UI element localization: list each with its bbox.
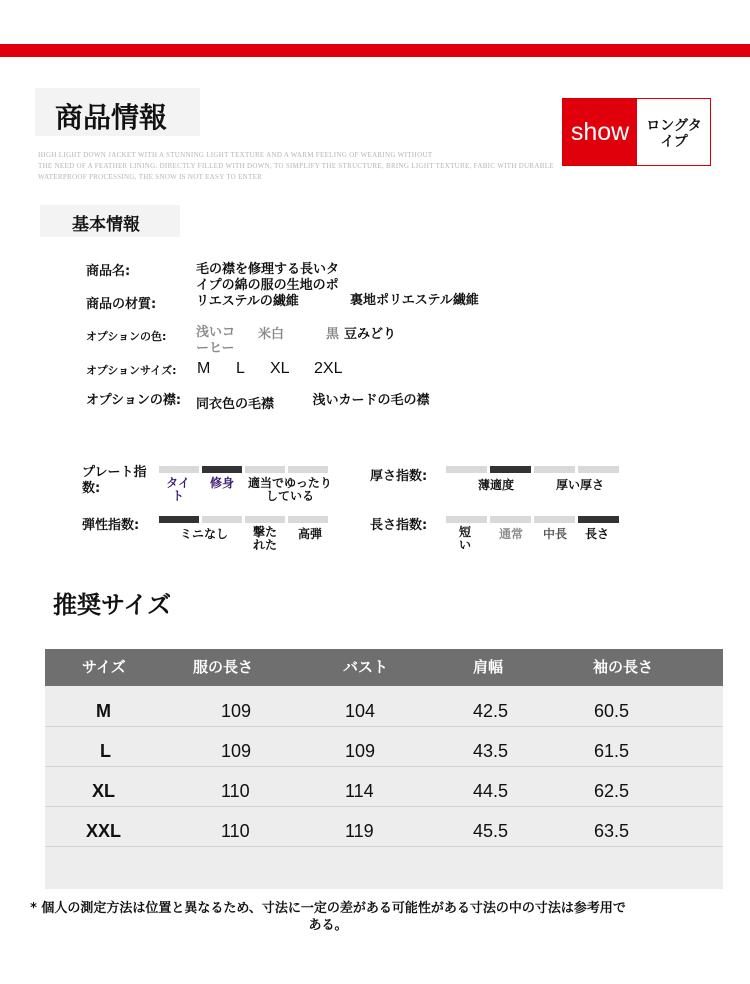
- table-cell: 109: [221, 701, 252, 721]
- size-option-label: オプションサイズ:: [86, 364, 177, 377]
- color-option: 豆みどり: [344, 327, 397, 342]
- collar-option: 同衣色の毛襟: [196, 397, 275, 412]
- table-cell: 104: [345, 701, 376, 721]
- english-description-line: THE NEED OF A FEATHER LINING. DIRECTLY FILLED WITH DOWN, TO SIMPLIFY THE STRUCTURE, BRING LIGHT TEXTURE, FABIC WITH DURABLE: [38, 162, 554, 170]
- size-option: M: [197, 360, 211, 377]
- table-header-cell: バスト: [343, 658, 389, 676]
- section-title: 商品情報: [55, 101, 168, 134]
- table-cell-size: M: [96, 701, 111, 721]
- thickness-index-segment-active: [490, 466, 531, 473]
- table-header-cell: 袖の長さ: [593, 658, 654, 676]
- table-cell: 61.5: [594, 741, 630, 761]
- table-header-cell: 肩幅: [473, 658, 504, 676]
- length-option: 短い: [458, 525, 471, 552]
- material-value: 裏地ポリエステル繊維: [350, 293, 479, 308]
- table-cell-size: XXL: [86, 821, 122, 841]
- table-cell: 119: [345, 821, 374, 841]
- table-row-divider: [45, 726, 723, 727]
- thickness-index-segment: [534, 466, 575, 473]
- fit-option: タイト: [166, 476, 190, 503]
- table-cell: 44.5: [473, 781, 509, 801]
- elasticity-index-segment: [202, 516, 242, 523]
- table-cell-size: XL: [92, 781, 116, 801]
- material-label: 商品の材質:: [86, 297, 157, 312]
- product-name-label: 商品名:: [86, 264, 131, 279]
- table-cell: 114: [345, 781, 374, 801]
- show-label: show: [563, 99, 637, 165]
- table-cell: 43.5: [473, 741, 509, 761]
- table-cell: 60.5: [594, 701, 630, 721]
- color-option: 米白: [258, 327, 285, 342]
- elasticity-index-segment: [245, 516, 285, 523]
- product-name-value: 毛の襟を修理する長いタイプの綿の服の生地のポリエステルの繊維: [196, 262, 340, 309]
- fit-index-label: プレート指数:: [82, 465, 147, 496]
- recommended-size-title: 推奨サイズ: [53, 591, 172, 619]
- length-option-active: 長さ: [584, 527, 609, 541]
- fit-index-segment: [288, 466, 328, 473]
- thickness-option: 薄適度: [477, 478, 514, 492]
- elasticity-option: ミニなし: [179, 527, 228, 541]
- table-row-divider: [45, 806, 723, 807]
- english-description-line: HIGH LIGHT DOWN JACKET WITH A STUNNING LIGHT TEXTURE AND A WARM FEELING OF WEARING WITHOUT: [38, 151, 433, 159]
- thickness-index-segment: [578, 466, 619, 473]
- basic-info-title: 基本情報: [72, 215, 140, 235]
- table-header-cell: 服の長さ: [193, 658, 254, 676]
- elasticity-index-segment-active: [159, 516, 199, 523]
- size-option: 2XL: [314, 360, 343, 377]
- color-option: 浅いコーヒー: [196, 325, 236, 356]
- table-cell: 62.5: [594, 781, 630, 801]
- length-option: 中長: [542, 527, 567, 541]
- thickness-option: 厚い厚さ: [555, 478, 604, 492]
- elasticity-index-segment: [288, 516, 328, 523]
- fit-option: 適当でゆったりしている: [248, 476, 332, 503]
- fit-index-segment: [159, 466, 199, 473]
- collar-option-label: オプションの襟:: [86, 393, 182, 408]
- measurement-note: * 個人の測定方法は位置と異なるため、寸法に一定の差がある可能性がある寸法の中の寸法は参考用である。: [30, 901, 626, 933]
- size-option: XL: [270, 360, 290, 377]
- product-type-label: ロングタイプ: [646, 118, 702, 150]
- fit-index-segment-active: [202, 466, 242, 473]
- fit-option-active: 修身: [209, 476, 234, 490]
- table-row-divider: [45, 846, 723, 847]
- length-index-segment: [446, 516, 487, 523]
- table-cell: 109: [221, 741, 252, 761]
- color-option-label: オプションの色:: [86, 330, 167, 343]
- length-index-segment: [534, 516, 575, 523]
- english-description-line: WATERPROOF PROCESSING, THE SNOW IS NOT EASY TO ENTER: [38, 173, 263, 181]
- table-cell: 63.5: [594, 821, 630, 841]
- top-accent-bar: [0, 44, 750, 57]
- thickness-index-segment: [446, 466, 487, 473]
- table-cell-size: L: [100, 741, 111, 761]
- length-index-segment: [490, 516, 531, 523]
- thickness-index-label: 厚さ指数:: [370, 469, 428, 484]
- length-option: 通常: [498, 527, 523, 541]
- table-cell: 110: [221, 781, 250, 801]
- length-index-label: 長さ指数:: [370, 518, 428, 533]
- elasticity-option: 高弾: [297, 527, 322, 541]
- collar-option: 浅いカードの毛の襟: [312, 393, 430, 408]
- table-cell: 42.5: [473, 701, 509, 721]
- table-cell: 110: [221, 821, 250, 841]
- length-index-segment-active: [578, 516, 619, 523]
- elasticity-option: 撃たれた: [252, 525, 277, 552]
- size-option: L: [236, 360, 245, 377]
- color-option: 黒: [326, 327, 340, 342]
- table-row-divider: [45, 766, 723, 767]
- elasticity-index-label: 弾性指数:: [82, 518, 140, 533]
- table-header-cell: サイズ: [82, 658, 126, 676]
- table-cell: 45.5: [473, 821, 509, 841]
- table-cell: 109: [345, 741, 376, 761]
- fit-index-segment: [245, 466, 285, 473]
